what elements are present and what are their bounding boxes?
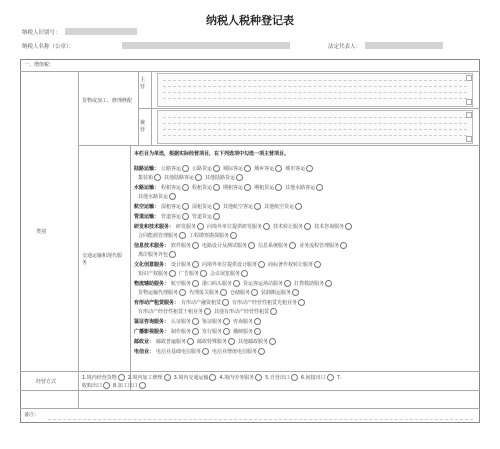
radio-button[interactable] [248,242,255,249]
radio-button[interactable] [103,382,110,389]
radio-button[interactable] [213,203,220,210]
service-option[interactable] [202,318,231,325]
service-option[interactable] [171,328,200,335]
radio-button[interactable] [182,165,189,172]
service-option-row [134,328,262,335]
service-option[interactable] [232,299,306,306]
service-option[interactable] [223,165,252,172]
radio-button[interactable] [169,251,176,258]
radio-button[interactable] [291,374,298,381]
service-category-label: 信息技术服务： [134,243,170,249]
side-business-label: 兼营 [140,120,146,133]
service-option-label: 装卸搬运服务 [261,290,292,296]
service-option-label: 管道货运 [192,214,213,220]
service-option[interactable] [233,318,262,325]
radio-button[interactable] [254,318,261,325]
radio-button[interactable] [209,374,216,381]
radio-button[interactable] [275,165,282,172]
category-label: 类别 [36,229,47,235]
operation-mode-option-label: 6.间接出口 [300,375,326,381]
service-option-label: 制作服务 [171,329,192,335]
operation-mode-option-label: 8.加工出口 [113,383,138,389]
service-option-label: 技术转让服务 [273,224,304,230]
service-option[interactable] [223,203,262,210]
radio-button[interactable] [289,242,296,249]
service-category-label: 文化创意服务： [134,262,170,268]
service-option[interactable] [189,232,238,239]
service-option-label: 程租客运 [161,185,182,191]
service-option-label: 程租货运 [192,185,213,191]
service-option[interactable] [171,261,200,268]
service-option-row [134,184,324,191]
service-option-row [134,232,238,239]
radio-button[interactable] [118,374,125,381]
service-option-label: 有形动产融资租赁 [181,300,222,306]
service-option-label: 城际客运 [223,166,244,172]
radio-button[interactable] [192,280,199,287]
service-option[interactable] [285,184,324,191]
service-category-label: 航空运输： [134,204,160,210]
radio-button[interactable] [241,270,248,277]
service-option[interactable] [223,184,252,191]
service-category-label: 水路运输： [134,185,160,191]
radio-button[interactable] [179,232,186,239]
radio-button[interactable] [233,280,240,287]
radio-button[interactable] [182,184,189,191]
service-option[interactable] [176,223,205,230]
service-category-label: 管道运输： [134,214,160,220]
service-option-label: 电路设计及测试服务 [202,243,248,249]
radio-button[interactable] [223,328,230,335]
service-option-label: 离岸服务外包 [138,252,169,258]
service-option-label: 货物运输代理服务 [138,290,179,296]
radio-button[interactable] [258,261,265,268]
service-option[interactable] [233,328,262,335]
operation-mode-option-label: 3.境内交通运输 [173,375,209,381]
service-option[interactable] [161,203,190,210]
operation-mode-option[interactable] [113,382,147,389]
operation-mode-option[interactable] [174,374,218,381]
radio-button[interactable] [244,184,251,191]
radio-button[interactable] [220,289,227,296]
radio-button[interactable] [195,174,202,181]
service-option[interactable] [138,308,212,315]
service-option[interactable] [261,289,300,296]
service-option-row [134,213,221,220]
taxpayer-id-label: 纳税人识别号： [22,30,61,36]
radio-button[interactable] [182,213,189,220]
service-option[interactable] [192,165,221,172]
service-option[interactable] [268,261,322,268]
radio-button[interactable] [179,289,186,296]
service-option-row [134,223,353,230]
service-option-label: 期租客运 [223,185,244,191]
service-option[interactable] [138,251,177,258]
service-option-label: 会议展览服务 [210,271,241,277]
service-option-label: 其他水路客运 [285,185,316,191]
service-option[interactable] [192,213,221,220]
operation-mode-option-label: 7. [336,374,342,381]
service-option-label: 其他水路货运 [138,194,169,200]
radio-button[interactable] [169,270,176,277]
service-option-label: 信息系统服务 [258,243,289,249]
service-option-label: 集装箱 [138,175,154,181]
main-business-label: 主营 [140,77,146,90]
service-option-row [134,193,177,200]
service-option-label: 知识产权服务 [138,271,169,277]
operation-mode-option-label: 4.境内劳务服务 [219,375,255,381]
service-option-label: 研发服务 [176,224,197,230]
service-option[interactable] [214,308,278,315]
service-option[interactable] [207,223,271,230]
service-option[interactable] [189,289,228,296]
radio-button[interactable] [314,261,321,268]
radio-button[interactable] [213,165,220,172]
service-option-label: 发行服务 [202,329,223,335]
service-category-label: 有形动产租赁服务： [134,300,180,306]
service-category-label: 广播影视服务： [134,329,170,335]
service-option-label: 工程勘察勘探服务 [189,233,230,239]
radio-button[interactable] [254,203,261,210]
service-option-row [134,242,348,249]
service-option-label: 电信业增值电信服务 [212,349,258,355]
industry-transport-label: 交通运输和现代服务 [82,253,123,266]
service-option[interactable] [197,338,236,345]
service-category-label: 鉴证咨询服务： [134,319,170,325]
service-option-label: 商标著作权转让服务 [268,262,314,268]
service-option-label: 公路货运 [192,166,213,172]
legal-rep-label: 法定代表人： [328,44,362,50]
radio-button[interactable] [230,232,237,239]
service-option[interactable] [230,289,259,296]
radio-button[interactable] [182,203,189,210]
operation-mode-option[interactable] [82,382,111,389]
radio-button[interactable] [213,213,220,220]
service-option[interactable] [181,299,230,306]
radio-button[interactable] [202,348,209,355]
service-option[interactable] [156,338,195,345]
service-option[interactable] [243,280,292,287]
legal-rep-field[interactable] [365,42,443,49]
service-option-label: 业务流程管理服务 [299,243,340,249]
service-option-label: 城乡客运 [254,166,275,172]
service-option-label: 公路客运 [161,166,182,172]
service-option-label: 鉴证服务 [202,319,223,325]
radio-button[interactable] [244,165,251,172]
service-option[interactable] [179,270,208,277]
service-option[interactable] [138,193,177,200]
radio-button[interactable] [192,261,199,268]
radio-button[interactable] [298,299,305,306]
service-option-label: 湿租货运 [192,204,213,210]
radio-button[interactable] [340,242,347,249]
operation-mode-option[interactable] [265,374,299,381]
service-option-label: 咨询服务 [233,319,254,325]
operation-mode-option[interactable] [219,374,263,381]
operation-mode-option-label: 1.境内经营货物 [82,375,117,381]
operation-mode-line-1 [82,374,341,381]
radio-button[interactable] [197,223,204,230]
radio-button[interactable] [269,338,276,345]
service-option-label: 其他陆路客运 [164,175,195,181]
radio-button[interactable] [292,289,299,296]
service-option[interactable] [254,165,283,172]
service-option-label: 期租货运 [254,185,275,191]
radio-button[interactable] [223,318,230,325]
radio-button[interactable] [164,374,171,381]
service-option[interactable] [238,338,277,345]
service-option[interactable] [138,270,177,277]
service-option[interactable] [202,242,256,249]
service-option-label: 其他邮政服务 [238,339,269,345]
main-business-box[interactable] [157,73,473,107]
service-option-label: 有形动产经营性租赁干租业务 [138,309,204,315]
service-category-label: 物流辅助服务： [134,281,170,287]
service-option[interactable] [299,242,348,249]
service-option-label: 广告服务 [179,271,200,277]
radio-button[interactable] [316,184,323,191]
operation-mode-option-label: 2.境内加工修理 [127,375,163,381]
service-option-row [134,308,278,315]
radio-button[interactable] [213,184,220,191]
service-option-row [134,318,262,325]
service-option[interactable] [192,184,221,191]
radio-button[interactable] [270,308,277,315]
service-option-label: 港口码头服务 [202,281,233,287]
radio-button[interactable] [192,318,199,325]
service-option-label: 电信业基础电信服务 [156,349,202,355]
service-option[interactable] [138,174,162,181]
service-option-label: 认证服务 [171,319,192,325]
radio-button[interactable] [192,328,199,335]
radio-button[interactable] [254,328,261,335]
radio-button[interactable] [263,223,270,230]
service-option[interactable] [314,223,353,230]
service-option-label: 播映服务 [233,329,254,335]
service-option-label: 湿租客运 [161,204,182,210]
service-option[interactable] [138,232,187,239]
service-option-label: 货运客运场站服务 [243,281,284,287]
service-option[interactable] [171,318,200,325]
service-option-row [134,174,244,181]
service-option-row [134,348,266,355]
service-option[interactable] [164,174,203,181]
service-option[interactable] [192,203,221,210]
radio-button[interactable] [306,165,313,172]
page-title: 纳税人税种登记表 [206,14,294,27]
service-option[interactable] [161,184,190,191]
service-option-row [134,165,314,172]
service-option-label: 设计服务 [171,262,192,268]
radio-button[interactable] [284,280,291,287]
service-option[interactable] [254,184,283,191]
operation-mode-option[interactable] [82,374,126,381]
radio-button[interactable] [222,299,229,306]
service-option[interactable] [285,165,314,172]
service-category-label: 陆路运输： [134,166,160,172]
service-option-row [134,270,249,277]
service-option-row [134,299,306,306]
service-category-label: 研发和技术服务： [134,224,175,230]
radio-button[interactable] [204,308,211,315]
operation-mode-line-2 [82,382,147,389]
service-option-label: 向境外单位提供设计服务 [202,262,258,268]
service-option-label: 邮政特殊服务 [197,339,228,345]
radio-button[interactable] [192,242,199,249]
radio-button[interactable] [295,203,302,210]
service-category-label: 电信业： [134,349,155,355]
service-option[interactable] [294,280,333,287]
service-option[interactable] [161,165,190,172]
operation-mode-option-label: 收购出口 [82,383,103,389]
service-option-label: 仓储服务 [230,290,251,296]
radio-button[interactable] [275,184,282,191]
service-option-row [134,261,322,268]
radio-button[interactable] [345,223,352,230]
service-option[interactable] [202,328,231,335]
side-business-box[interactable] [157,110,473,144]
radio-button[interactable] [187,338,194,345]
operation-mode-label: 经营方式 [36,379,57,385]
service-option[interactable] [273,223,312,230]
remarks-label: 备注： [24,412,40,418]
service-option-label: 打捞救助服务 [294,281,325,287]
service-option-label: 邮政普遍服务 [156,339,187,345]
service-option-row [134,289,300,296]
taxpayer-name-label: 纳税人名称（公章）： [22,44,75,50]
service-option-row [134,338,277,345]
operation-mode-option[interactable] [337,375,342,381]
service-option[interactable] [202,280,241,287]
service-option-label: 管道客运 [161,214,182,220]
service-option-label: 软件服务 [171,243,192,249]
service-option-label: 其他陆路货运 [205,175,236,181]
taxpayer-name-field[interactable] [122,42,290,49]
service-option[interactable] [205,174,244,181]
service-option-row [134,280,333,287]
instruction-text: 本栏目为单选，根据实际经营项目，在下列选项中勾选一项主营项目。 [134,151,290,157]
service-option[interactable] [210,270,249,277]
operation-mode-option-label: 5.自营出口 [265,375,290,381]
radio-button[interactable] [154,174,161,181]
service-option[interactable] [202,261,266,268]
service-option-label: 技术咨询服务 [314,224,345,230]
radio-button[interactable] [228,338,235,345]
service-option[interactable] [161,213,190,220]
radio-button[interactable] [251,289,258,296]
radio-button[interactable] [236,174,243,181]
service-option-label: 合同能源管理服务 [138,233,179,239]
service-option-row [134,203,303,210]
radio-button[interactable] [139,382,146,389]
service-option[interactable] [171,242,200,249]
service-option-label: 航空服务 [171,281,192,287]
service-option[interactable] [258,242,297,249]
service-option[interactable] [264,203,303,210]
radio-button[interactable] [258,348,265,355]
service-option-label: 城市客运 [285,166,306,172]
service-option-label: 其他航空客运 [223,204,254,210]
service-option-label: 向境外单位提供研发服务 [207,224,263,230]
service-option[interactable] [138,289,187,296]
service-category-label: 邮政业： [134,339,155,345]
service-option-label: 有形动产经营性租赁光租业务 [232,300,298,306]
service-option-row [134,251,177,258]
radio-button[interactable] [304,223,311,230]
radio-button[interactable] [325,280,332,287]
service-option-label: 其他有形动产经营性租赁 [214,309,270,315]
service-option-label: 其他航空货运 [264,204,295,210]
service-option[interactable] [212,348,266,355]
section-vat-label: 一、增值税： [24,62,55,68]
radio-button[interactable] [169,193,176,200]
operation-mode-option[interactable] [128,374,172,381]
operation-mode-option[interactable] [301,374,335,381]
industry-goods-label: 货物或加工、修理修配 [82,98,133,104]
service-option[interactable] [156,348,210,355]
radio-button[interactable] [327,374,334,381]
service-option[interactable] [171,280,200,287]
radio-button[interactable] [200,270,207,277]
service-option-label: 代理报关服务 [189,290,220,296]
taxpayer-id-field[interactable] [65,28,137,35]
radio-button[interactable] [255,374,262,381]
